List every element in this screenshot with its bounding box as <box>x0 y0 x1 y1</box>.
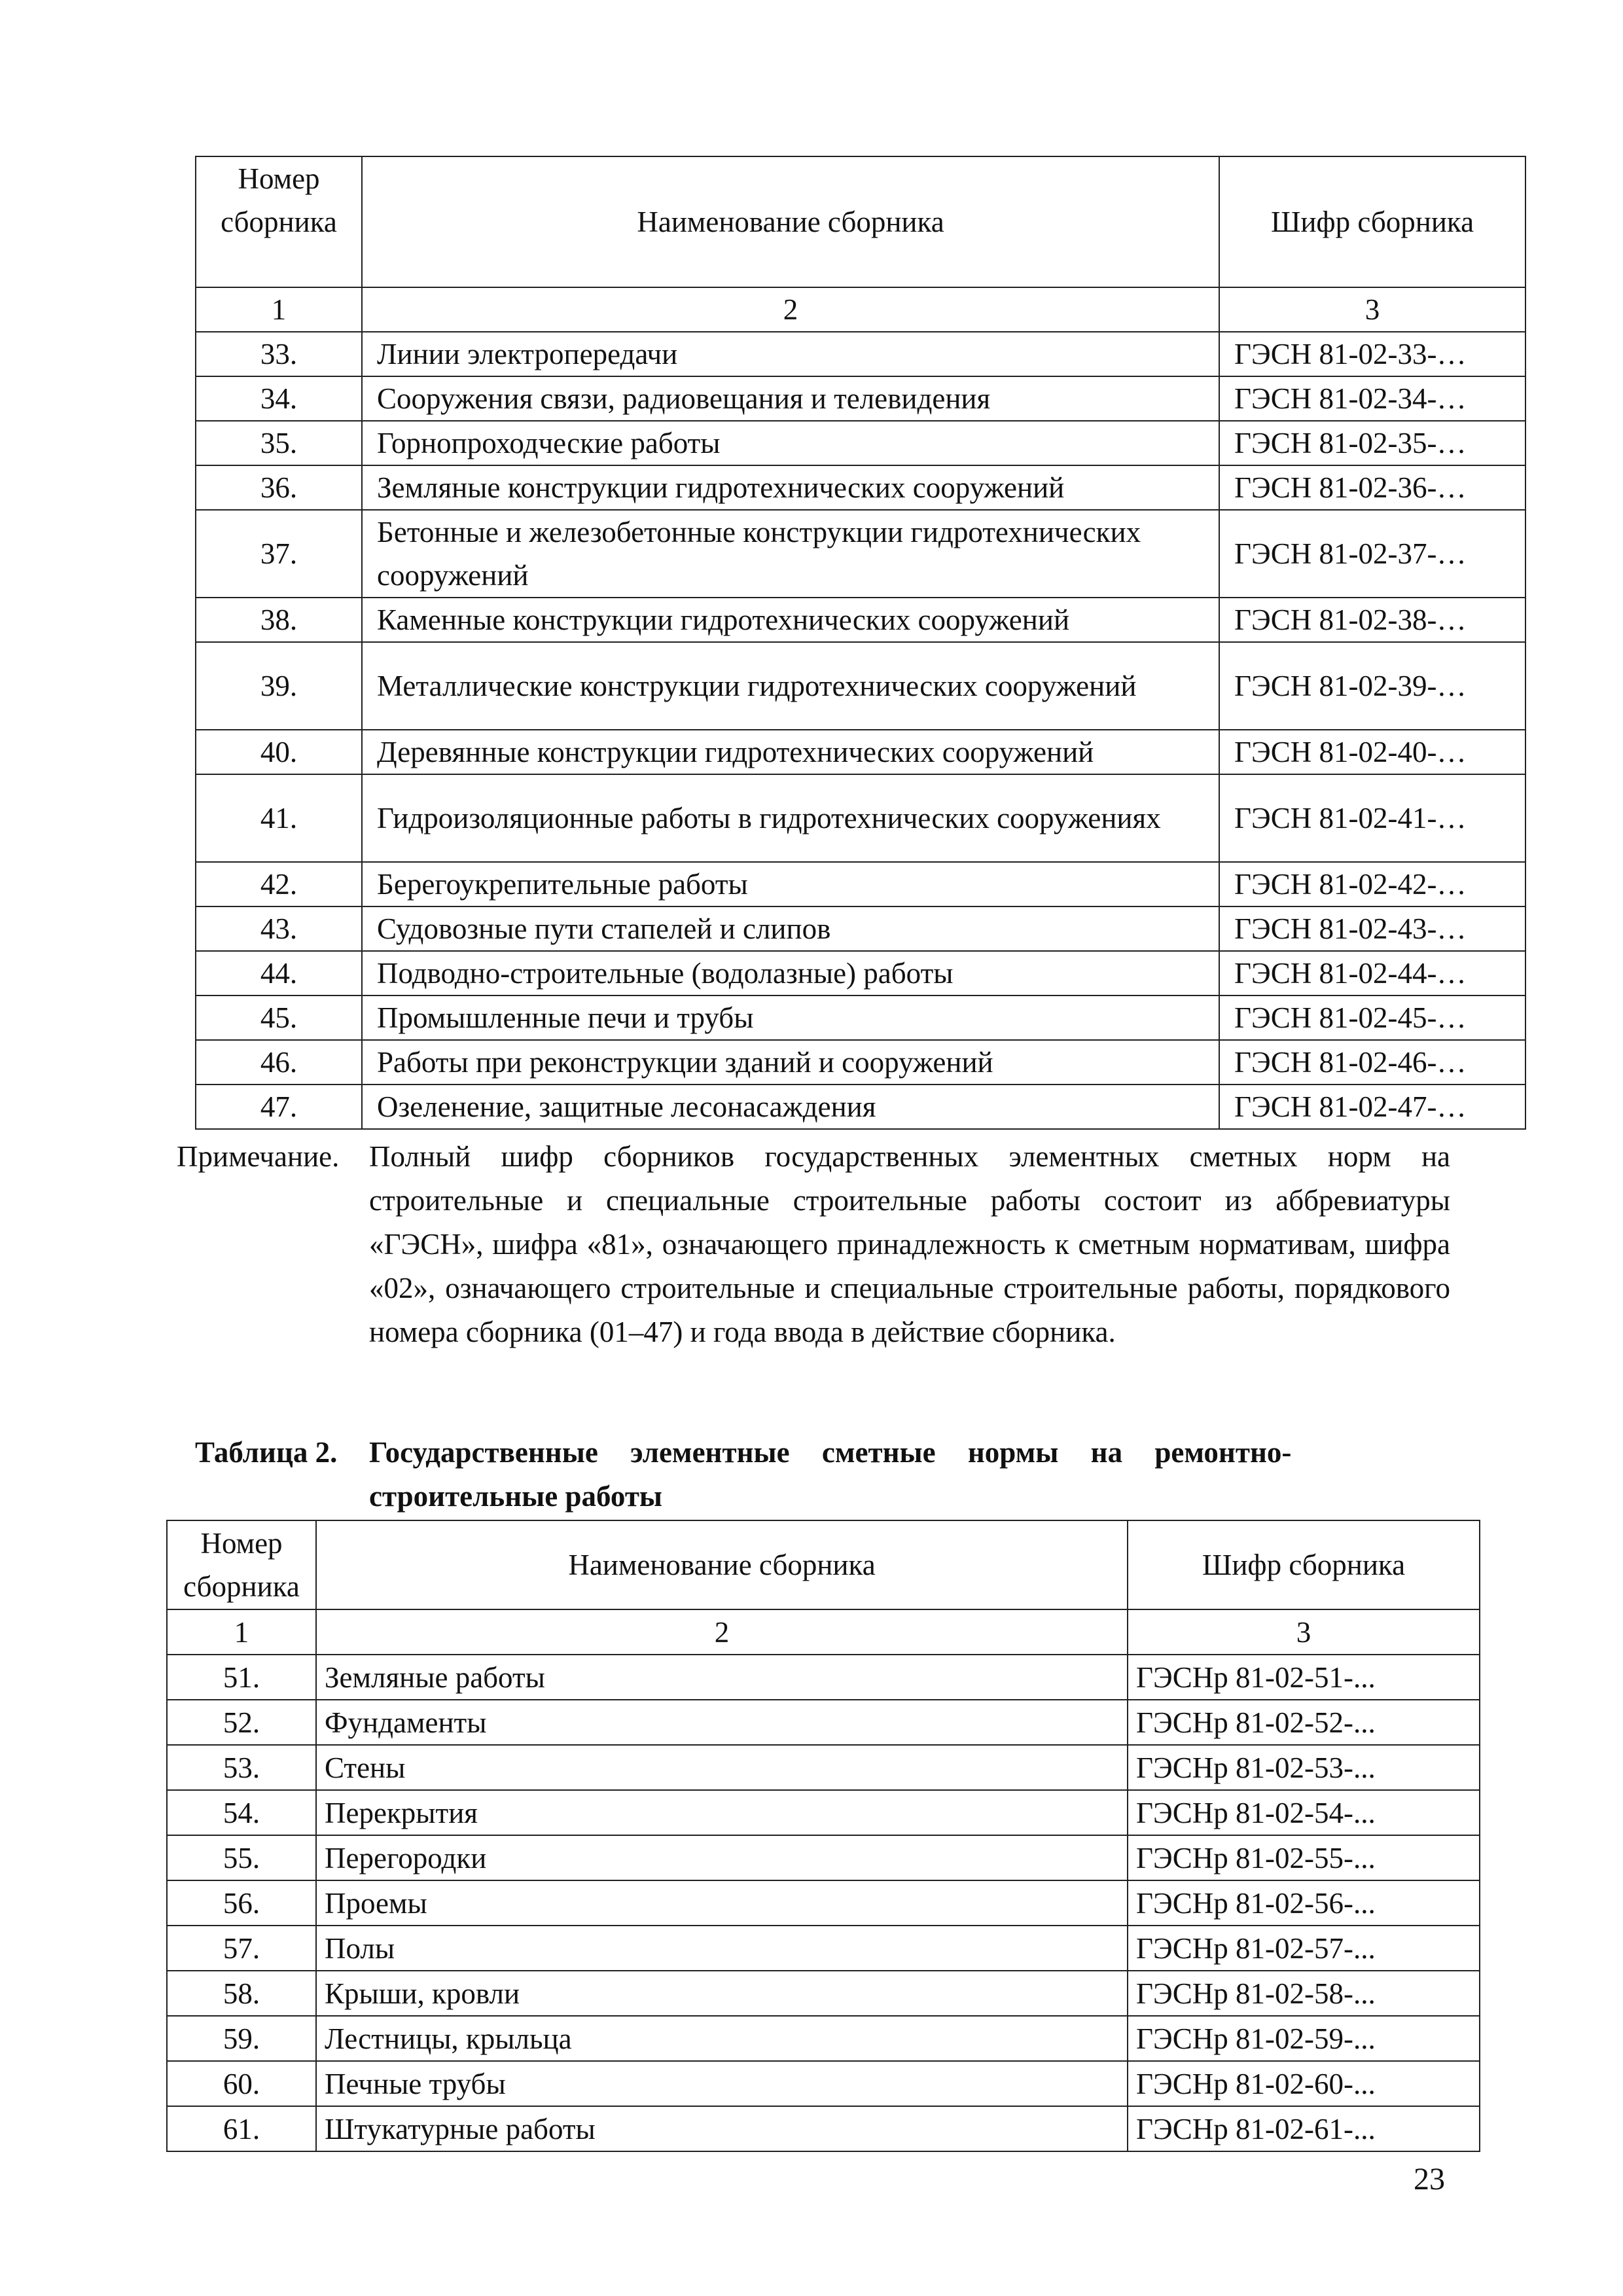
row-code: ГЭСНр 81-02-58-... <box>1128 1971 1480 2016</box>
row-code: ГЭСН 81-02-38-… <box>1219 598 1525 642</box>
row-code: ГЭСНр 81-02-56-... <box>1128 1880 1480 1926</box>
table-row <box>196 996 1525 1040</box>
row-code: ГЭСНр 81-02-59-... <box>1128 2016 1480 2061</box>
note-label: Примечание. <box>177 1140 340 1173</box>
row-code: ГЭСНр 81-02-55-... <box>1128 1835 1480 1880</box>
row-number: 55. <box>167 1835 316 1880</box>
table-1-index-row <box>196 287 1525 332</box>
row-code: ГЭСН 81-02-37-… <box>1219 510 1525 598</box>
row-number: 41. <box>196 774 362 862</box>
row-number: 40. <box>196 730 362 774</box>
row-name: Полы <box>316 1926 1128 1971</box>
row-code: ГЭСНр 81-02-57-... <box>1128 1926 1480 1971</box>
row-code: ГЭСН 81-02-42-… <box>1219 862 1525 906</box>
row-name: Земляные работы <box>316 1655 1128 1700</box>
header-code: Шифр сборника <box>1128 1520 1480 1609</box>
row-number: 47. <box>196 1085 362 1129</box>
row-code: ГЭСН 81-02-41-… <box>1219 774 1525 862</box>
table-row <box>167 2061 1480 2106</box>
table-row <box>196 730 1525 774</box>
row-name: Стены <box>316 1745 1128 1790</box>
table-row <box>196 862 1525 906</box>
row-number: 33. <box>196 332 362 376</box>
table-2-index-row <box>167 1609 1480 1655</box>
row-number: 46. <box>196 1040 362 1085</box>
index-2: 2 <box>316 1609 1128 1655</box>
table-row <box>196 376 1525 421</box>
table-row <box>167 1655 1480 1700</box>
row-name: Озеленение, защитные лесонасаждения <box>362 1085 1219 1129</box>
table-2-caption <box>195 1431 1452 1518</box>
row-name: Подводно-строительные (водолазные) работы <box>362 951 1219 996</box>
row-name: Перекрытия <box>316 1790 1128 1835</box>
table-row <box>167 2016 1480 2061</box>
row-number: 43. <box>196 906 362 951</box>
row-number: 38. <box>196 598 362 642</box>
table-row <box>196 642 1525 730</box>
table-row <box>196 774 1525 862</box>
table-1 <box>195 156 1526 1130</box>
index-1: 1 <box>167 1609 316 1655</box>
table-row <box>196 465 1525 510</box>
table-2-header-row <box>167 1520 1480 1609</box>
header-code: Шифр сборника <box>1219 156 1525 287</box>
row-number: 45. <box>196 996 362 1040</box>
row-number: 54. <box>167 1790 316 1835</box>
row-code: ГЭСН 81-02-44-… <box>1219 951 1525 996</box>
caption-line-2: строительные работы <box>369 1480 663 1513</box>
row-code: ГЭСНр 81-02-54-... <box>1128 1790 1480 1835</box>
table-row <box>196 951 1525 996</box>
row-number: 59. <box>167 2016 316 2061</box>
row-number: 42. <box>196 862 362 906</box>
row-name: Гидроизоляционные работы в гидротехнических сооружениях <box>362 774 1219 862</box>
table-1-body <box>196 156 1525 1129</box>
table-2-body <box>167 1520 1480 2151</box>
table-row <box>167 1926 1480 1971</box>
table-1-header-row <box>196 156 1525 287</box>
row-number: 61. <box>167 2106 316 2151</box>
row-number: 51. <box>167 1655 316 1700</box>
table-row <box>167 1971 1480 2016</box>
row-name: Перегородки <box>316 1835 1128 1880</box>
row-code: ГЭСН 81-02-33-… <box>1219 332 1525 376</box>
row-name: Каменные конструкции гидротехнических сооружений <box>362 598 1219 642</box>
row-number: 44. <box>196 951 362 996</box>
row-name: Крыши, кровли <box>316 1971 1128 2016</box>
caption-line-1: Государственные элементные сметные нормы на ремонтно- <box>369 1436 1292 1469</box>
row-code: ГЭСНр 81-02-53-... <box>1128 1745 1480 1790</box>
row-name: Работы при реконструкции зданий и сооружений <box>362 1040 1219 1085</box>
table-row <box>196 332 1525 376</box>
row-code: ГЭСН 81-02-45-… <box>1219 996 1525 1040</box>
row-number: 53. <box>167 1745 316 1790</box>
header-name: Наименование сборника <box>316 1520 1128 1609</box>
row-name: Деревянные конструкции гидротехнических сооружений <box>362 730 1219 774</box>
row-code: ГЭСН 81-02-36-… <box>1219 465 1525 510</box>
row-number: 58. <box>167 1971 316 2016</box>
row-name: Промышленные печи и трубы <box>362 996 1219 1040</box>
row-name: Сооружения связи, радиовещания и телевидения <box>362 376 1219 421</box>
row-number: 34. <box>196 376 362 421</box>
row-code: ГЭСНр 81-02-52-... <box>1128 1700 1480 1745</box>
header-num: Номер сборника <box>196 156 362 287</box>
caption-label: Таблица 2. <box>195 1436 338 1469</box>
table-row <box>196 421 1525 465</box>
row-name: Проемы <box>316 1880 1128 1926</box>
table-row <box>167 1835 1480 1880</box>
table-row <box>167 1745 1480 1790</box>
row-name: Фундаменты <box>316 1700 1128 1745</box>
index-3: 3 <box>1128 1609 1480 1655</box>
row-name: Лестницы, крыльца <box>316 2016 1128 2061</box>
table-row <box>196 1040 1525 1085</box>
row-name: Металлические конструкции гидротехнических сооружений <box>362 642 1219 730</box>
table-row <box>196 906 1525 951</box>
row-number: 56. <box>167 1880 316 1926</box>
table-row <box>196 1085 1525 1129</box>
row-code: ГЭСНр 81-02-60-... <box>1128 2061 1480 2106</box>
row-number: 35. <box>196 421 362 465</box>
table-row <box>167 1880 1480 1926</box>
table-2 <box>166 1520 1480 2152</box>
header-num: Номер сборника <box>167 1520 316 1609</box>
index-1: 1 <box>196 287 362 332</box>
table-row <box>167 1700 1480 1745</box>
row-code: ГЭСН 81-02-34-… <box>1219 376 1525 421</box>
row-name: Горнопроходческие работы <box>362 421 1219 465</box>
row-code: ГЭСН 81-02-35-… <box>1219 421 1525 465</box>
row-name: Линии электропередачи <box>362 332 1219 376</box>
row-name: Печные трубы <box>316 2061 1128 2106</box>
row-number: 52. <box>167 1700 316 1745</box>
row-code: ГЭСНр 81-02-51-... <box>1128 1655 1480 1700</box>
page-number: 23 <box>1414 2162 1445 2197</box>
row-name: Земляные конструкции гидротехнических сооружений <box>362 465 1219 510</box>
row-number: 57. <box>167 1926 316 1971</box>
index-2: 2 <box>362 287 1219 332</box>
header-name: Наименование сборника <box>362 156 1219 287</box>
row-name: Судовозные пути стапелей и слипов <box>362 906 1219 951</box>
row-number: 60. <box>167 2061 316 2106</box>
note-text: Полный шифр сборников государственных элементных сметных норм на строительные и специальные строительные работы состоит из аббревиатуры «ГЭСН», шифра «81», означающего принадлежность к сметным нормативам, шифра «02», означающего строительные и специальные строительные работы, порядкового номера сборника (01–47) и года ввода в действие сборника. <box>369 1140 1450 1348</box>
row-code: ГЭСНр 81-02-61-... <box>1128 2106 1480 2151</box>
row-name: Штукатурные работы <box>316 2106 1128 2151</box>
table-row <box>196 510 1525 598</box>
table-row <box>167 2106 1480 2151</box>
row-code: ГЭСН 81-02-47-… <box>1219 1085 1525 1129</box>
row-code: ГЭСН 81-02-39-… <box>1219 642 1525 730</box>
row-code: ГЭСН 81-02-46-… <box>1219 1040 1525 1085</box>
row-number: 36. <box>196 465 362 510</box>
row-code: ГЭСН 81-02-40-… <box>1219 730 1525 774</box>
row-name: Бетонные и железобетонные конструкции гидротехнических сооружений <box>362 510 1219 598</box>
row-number: 39. <box>196 642 362 730</box>
row-number: 37. <box>196 510 362 598</box>
row-name: Берегоукрепительные работы <box>362 862 1219 906</box>
table-row <box>196 598 1525 642</box>
table-row <box>167 1790 1480 1835</box>
row-code: ГЭСН 81-02-43-… <box>1219 906 1525 951</box>
index-3: 3 <box>1219 287 1525 332</box>
note <box>177 1135 1450 1354</box>
